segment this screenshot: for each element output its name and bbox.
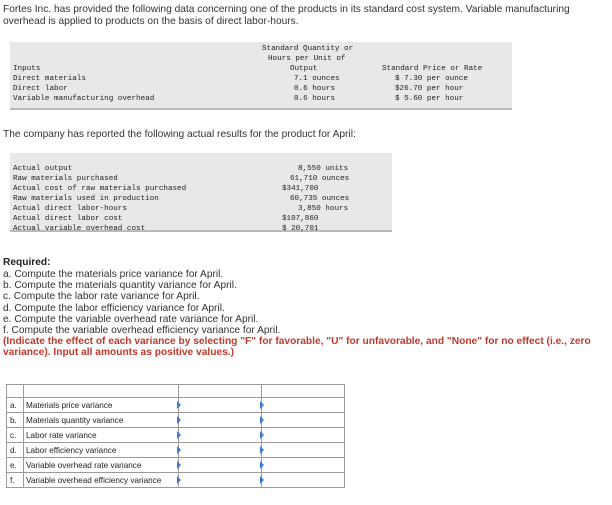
answer-row-label: Materials price variance: [24, 398, 179, 413]
standards-table-rule: [10, 108, 512, 110]
amount-input[interactable]: [179, 428, 261, 442]
actual-row-value: $ 20,701: [282, 225, 319, 233]
effect-select[interactable]: [262, 428, 344, 442]
amount-input-cell[interactable]: [179, 473, 262, 488]
actual-row-value: 3,850 hours: [298, 205, 349, 213]
required-instruction: (Indicate the effect of each variance by selecting "F" for favorable, "U" for unfavorable, and "None" for no effect (i.e., zero variance). Input all amounts as positive values.): [3, 336, 591, 359]
header-qty-line-3: Output: [290, 65, 318, 73]
actual-row-value: 8,550 units: [298, 165, 349, 173]
effect-select-cell[interactable]: [262, 443, 345, 458]
amount-input[interactable]: [179, 413, 261, 427]
answer-row-letter: b.: [7, 413, 24, 428]
answer-row-label: Variable overhead efficiency variance: [24, 473, 179, 488]
actual-row-label: Actual cost of raw materials purchased: [13, 185, 187, 193]
input-marker-icon: [260, 431, 264, 439]
amount-input-cell[interactable]: [179, 428, 262, 443]
actual-row-label: Raw materials used in production: [13, 195, 159, 203]
answer-table: [6, 384, 345, 488]
std-row-qty: 7.1 ounces: [294, 75, 340, 83]
actual-row-value: $341,700: [282, 185, 319, 193]
effect-select-cell[interactable]: [262, 398, 345, 413]
amount-input-cell[interactable]: [179, 443, 262, 458]
input-marker-icon: [260, 461, 264, 469]
answer-row-letter: a.: [7, 398, 24, 413]
required-item: a. Compute the materials price variance for April.: [3, 269, 224, 280]
intro-paragraph: Fortes Inc. has provided the following data concerning one of the products in its standard cost system. Variable manufacturing overhead is applied to products on the basis of direct labor-hours.: [3, 4, 570, 28]
required-item: c. Compute the labor rate variance for April.: [3, 291, 200, 303]
amount-input[interactable]: [179, 458, 261, 472]
required-list: [3, 269, 608, 359]
answer-row-letter: d.: [7, 443, 24, 458]
answer-row: [7, 458, 345, 473]
effect-select[interactable]: [262, 473, 344, 487]
input-marker-icon: [177, 446, 181, 454]
effect-select-cell[interactable]: [262, 428, 345, 443]
header-price: Standard Price or Rate: [382, 65, 483, 73]
answer-row-label: Variable overhead rate variance: [24, 458, 179, 473]
required-item: d. Compute the labor efficiency variance for April.: [3, 302, 225, 314]
header-inputs: Inputs: [13, 65, 41, 73]
actual-intro: The company has reported the following actual results for the product for April:: [3, 129, 356, 140]
std-row-input: Direct materials: [13, 75, 86, 83]
answer-row-label: Materials quantity variance: [24, 413, 179, 428]
answer-row-letter: c.: [7, 428, 24, 443]
amount-input-cell[interactable]: [179, 398, 262, 413]
actual-row-value: 61,710 ounces: [290, 175, 350, 183]
answer-row: [7, 443, 345, 458]
actual-row-label: Raw materials purchased: [13, 175, 118, 183]
required-title: Required:: [3, 257, 51, 268]
std-row-qty: 0.6 hours: [294, 95, 336, 103]
answer-row: [7, 473, 345, 488]
input-marker-icon: [177, 476, 181, 484]
answer-header-row: [7, 385, 345, 398]
std-row-qty: 0.6 hours: [294, 85, 336, 93]
input-marker-icon: [260, 446, 264, 454]
effect-select[interactable]: [262, 458, 344, 472]
input-marker-icon: [177, 431, 181, 439]
actual-row-label: Actual output: [13, 165, 73, 173]
effect-select-cell[interactable]: [262, 458, 345, 473]
input-marker-icon: [177, 401, 181, 409]
input-marker-icon: [260, 476, 264, 484]
std-row-price: $ 7.30 per ounce: [395, 75, 468, 83]
header-cell-amount: [179, 385, 262, 398]
required-item: e. Compute the variable overhead rate variance for April.: [3, 313, 259, 325]
input-marker-icon: [177, 461, 181, 469]
header-cell-effect: [262, 385, 345, 398]
amount-input-cell[interactable]: [179, 458, 262, 473]
amount-input[interactable]: [179, 443, 261, 457]
effect-select[interactable]: [262, 398, 344, 412]
required-item: b. Compute the materials quantity variance for April.: [3, 280, 237, 292]
answer-row-letter: f.: [7, 473, 24, 488]
actual-row-label: Actual variable overhead cost: [13, 225, 146, 233]
header-cell: [7, 385, 24, 398]
effect-select[interactable]: [262, 413, 344, 427]
actual-row-label: Actual direct labor-hours: [13, 205, 127, 213]
input-marker-icon: [177, 416, 181, 424]
effect-select-cell[interactable]: [262, 413, 345, 428]
actual-row-value: $107,860: [282, 215, 319, 223]
input-marker-icon: [260, 401, 264, 409]
answer-row-label: Labor rate variance: [24, 428, 179, 443]
input-marker-icon: [260, 416, 264, 424]
effect-select[interactable]: [262, 443, 344, 457]
header-qty-line-1: Standard Quantity or: [262, 45, 354, 53]
amount-input[interactable]: [179, 398, 261, 412]
actual-row-label: Actual direct labor cost: [13, 215, 123, 223]
amount-input[interactable]: [179, 473, 261, 487]
std-row-input: Variable manufacturing overhead: [13, 95, 155, 103]
std-row-price: $ 5.60 per hour: [395, 95, 464, 103]
effect-select-cell[interactable]: [262, 473, 345, 488]
answer-row: [7, 398, 345, 413]
amount-input-cell[interactable]: [179, 413, 262, 428]
std-row-price: $26.70 per hour: [395, 85, 464, 93]
answer-row: [7, 413, 345, 428]
actual-row-value: 60,735 ounces: [290, 195, 350, 203]
std-row-input: Direct labor: [13, 85, 68, 93]
header-qty-line-2: Hours per Unit of: [268, 55, 346, 63]
answer-row: [7, 428, 345, 443]
header-cell: [24, 385, 179, 398]
answer-row-label: Labor efficiency variance: [24, 443, 179, 458]
answer-row-letter: e.: [7, 458, 24, 473]
required-item: f. Compute the variable overhead efficiency variance for April.: [3, 325, 281, 337]
